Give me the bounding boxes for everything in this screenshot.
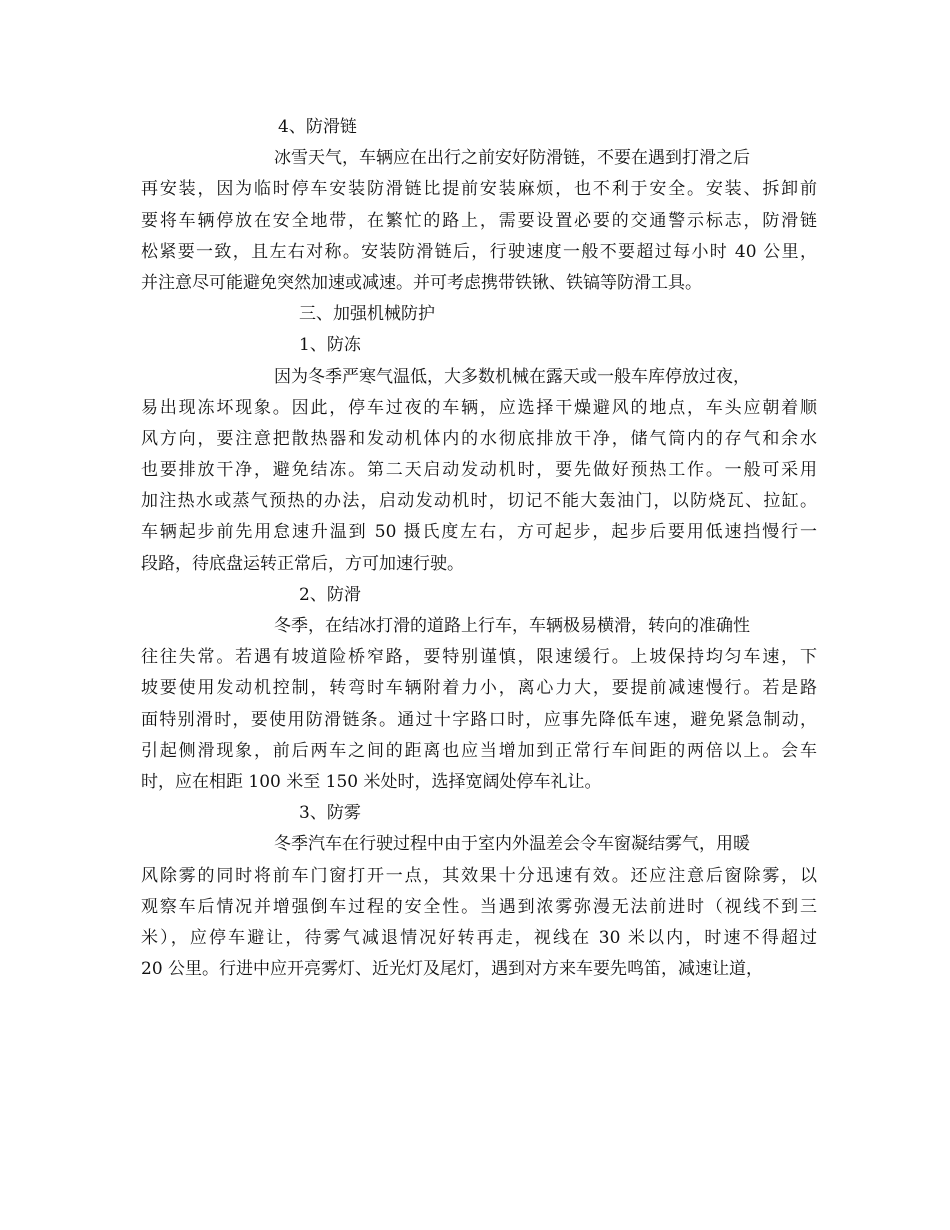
section-heading: 3、防雾: [299, 803, 361, 824]
paragraph-line: 要将车辆停放在安全地带，在繁忙的路上，需要设置必要的交通警示标志，防滑链: [141, 210, 817, 231]
paragraph-line: 往往失常。若遇有坡道险桥窄路，要特别谨慎，限速缓行。上坡保持均匀车速，下: [141, 647, 817, 668]
paragraph-line: 段路，待底盘运转正常后，方可加速行驶。: [141, 553, 464, 574]
section-heading: 1、防冻: [299, 335, 361, 356]
paragraph: [141, 362, 817, 580]
section-heading: 4、防滑链: [278, 117, 357, 137]
paragraph-line: 松紧要一致，且左右对称。安装防滑链后，行驶速度一般不要超过每小时 40 公里，: [141, 241, 817, 262]
paragraph-line: 面特别滑时，要使用防滑链条。通过十字路口时，应事先降低车速，避免紧急制动，: [141, 709, 817, 730]
paragraph-line: 车辆起步前先用怠速升温到 50 摄氏度左右，方可起步，起步后要用低速挡慢行一: [141, 522, 817, 543]
paragraph-line: 冰雪天气，车辆应在出行之前安好防滑链，不要在遇到打滑之后: [274, 148, 750, 169]
paragraph-line: 风方向，要注意把散热器和发动机体内的水彻底排放干净，储气筒内的存气和余水: [141, 428, 817, 449]
paragraph-line: 易出现冻坏现象。因此，停车过夜的车辆，应选择干燥避风的地点，车头应朝着顺: [141, 397, 817, 418]
paragraph-line: 引起侧滑现象，前后两车之间的距离也应当增加到正常行车间距的两倍以上。会车: [141, 740, 817, 761]
paragraph: [141, 143, 817, 299]
paragraph-line: 并注意尽可能避免突然加速或减速。并可考虑携带铁锹、铁镐等防滑工具。: [141, 272, 702, 293]
paragraph-line: 加注热水或蒸气预热的办法，启动发动机时，切记不能大轰油门，以防烧瓦、拉缸。: [141, 491, 817, 512]
paragraph-line: 观察车后情况并增强倒车过程的安全性。当遇到浓雾弥漫无法前进时（视线不到三: [141, 896, 817, 917]
paragraph-line: 时，应在相距 100 米至 150 米处时，选择宽阔处停车礼让。: [141, 771, 602, 792]
section-heading: 三、加强机械防护: [299, 304, 435, 325]
section-heading: 2、防滑: [299, 584, 361, 605]
paragraph-line: 再安装，因为临时停车安装防滑链比提前安装麻烦，也不利于安全。安装、拆卸前: [141, 179, 817, 200]
paragraph-line: 风除雾的同时将前车门窗打开一点，其效果十分迅速有效。还应注意后窗除雾，以: [141, 865, 817, 886]
paragraph-line: 冬季，在结冰打滑的道路上行车，车辆极易横滑，转向的准确性: [274, 616, 750, 636]
paragraph-line: 米），应停车避让，待雾气减退情况好转再走，视线在 30 米以内，时速不得超过: [141, 927, 817, 948]
paragraph-line: 坡要使用发动机控制，转弯时车辆附着力小，离心力大，要提前减速慢行。若是路: [141, 678, 817, 699]
paragraph-line: 因为冬季严寒气温低，大多数机械在露天或一般车库停放过夜，: [274, 366, 750, 387]
paragraph-line: 也要排放干净，避免结冻。第二天启动发动机时，要先做好预热工作。一般可采用: [141, 460, 817, 481]
paragraph: [141, 829, 817, 985]
document-body: [141, 112, 817, 985]
paragraph: [141, 611, 817, 798]
paragraph-line: 20 公里。行进中应开亮雾灯、近光灯及尾灯，遇到对方来车要先鸣笛，减速让道，: [141, 959, 764, 980]
paragraph-line: 冬季汽车在行驶过程中由于室内外温差会令车窗凝结雾气，用暖: [274, 834, 750, 855]
